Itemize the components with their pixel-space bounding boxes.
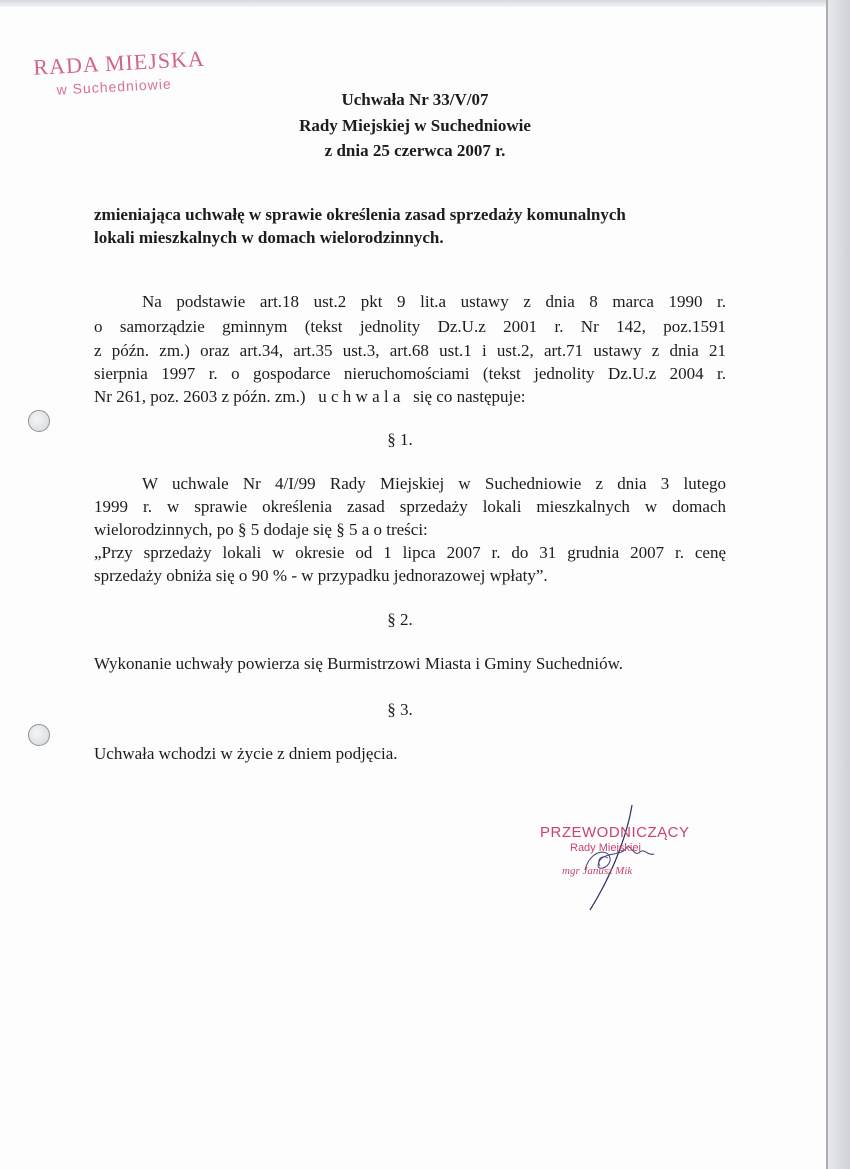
preamble-line-5: Nr 261, poz. 2603 z późn. zm.) u c h w a l a się co następuje: xyxy=(94,387,526,406)
signature-title: PRZEWODNICZĄCY xyxy=(540,824,690,841)
section-3-mark: § 3. xyxy=(387,700,413,719)
section-1-mark: § 1. xyxy=(387,430,413,449)
preamble-line-1: Na podstawie art.18 ust.2 pkt 9 lit.a ustawy z dnia 8 marca 1990 r. xyxy=(142,292,726,311)
chairman-signature-stamp xyxy=(530,800,690,920)
section-1-line-3: wielorodzinnych, po § 5 dodaje się § 5 a o treści: xyxy=(94,520,428,539)
stamp-line-2: w Suchedniowie xyxy=(56,75,173,98)
scan-edge-top xyxy=(0,0,828,7)
signature-icon xyxy=(530,800,690,920)
section-2-text: Wykonanie uchwały powierza się Burmistrzowi Miasta i Gminy Suchedniów. xyxy=(94,654,624,673)
punch-hole-icon xyxy=(28,724,50,746)
preamble-line-2: o samorządzie gminnym (tekst jednolity Dz.U.z 2001 r. Nr 142, poz.1591 xyxy=(94,317,726,336)
section-3-text: Uchwała wchodzi w życie z dniem podjęcia. xyxy=(94,744,398,763)
section-1-line-1: W uchwale Nr 4/I/99 Rady Miejskiej w Suchedniowie z dnia 3 lutego xyxy=(142,474,726,493)
section-1-line-4: „Przy sprzedaży lokali w okresie od 1 lipca 2007 r. do 31 grudnia 2007 r. cenę xyxy=(94,543,726,562)
section-2-mark: § 2. xyxy=(387,610,413,629)
section-1-line-5: sprzedaży obniża się o 90 % - w przypadku jednorazowej wpłaty”. xyxy=(94,566,548,585)
signature-body: Rady Miejskiej xyxy=(570,842,641,854)
section-1-line-2: 1999 r. w sprawie określenia zasad sprzedaży lokali mieszkalnych w domach xyxy=(94,497,726,516)
subject-line-2: lokali mieszkalnych w domach wielorodzinnych. xyxy=(94,228,444,247)
scan-edge-line xyxy=(826,0,828,1169)
resolution-authority: Rady Miejskiej w Suchedniowie xyxy=(299,116,531,135)
signature-name: mgr Janusz Mik xyxy=(562,865,633,877)
resolution-number: Uchwała Nr 33/V/07 xyxy=(341,90,489,109)
subject-line-1: zmieniająca uchwałę w sprawie określenia zasad sprzedaży komunalnych xyxy=(94,205,626,224)
resolution-date: z dnia 25 czerwca 2007 r. xyxy=(324,141,506,160)
stamp-line-1: RADA MIEJSKA xyxy=(32,45,206,80)
scan-edge-right xyxy=(828,0,850,1169)
punch-hole-icon xyxy=(28,410,50,432)
preamble-line-4: sierpnia 1997 r. o gospodarce nieruchomościami (tekst jednolity Dz.U.z 2004 r. xyxy=(94,364,726,383)
preamble-line-3: z późn. zm.) oraz art.34, art.35 ust.3, art.68 ust.1 i ust.2, art.71 ustawy z dnia 21 xyxy=(94,341,726,360)
